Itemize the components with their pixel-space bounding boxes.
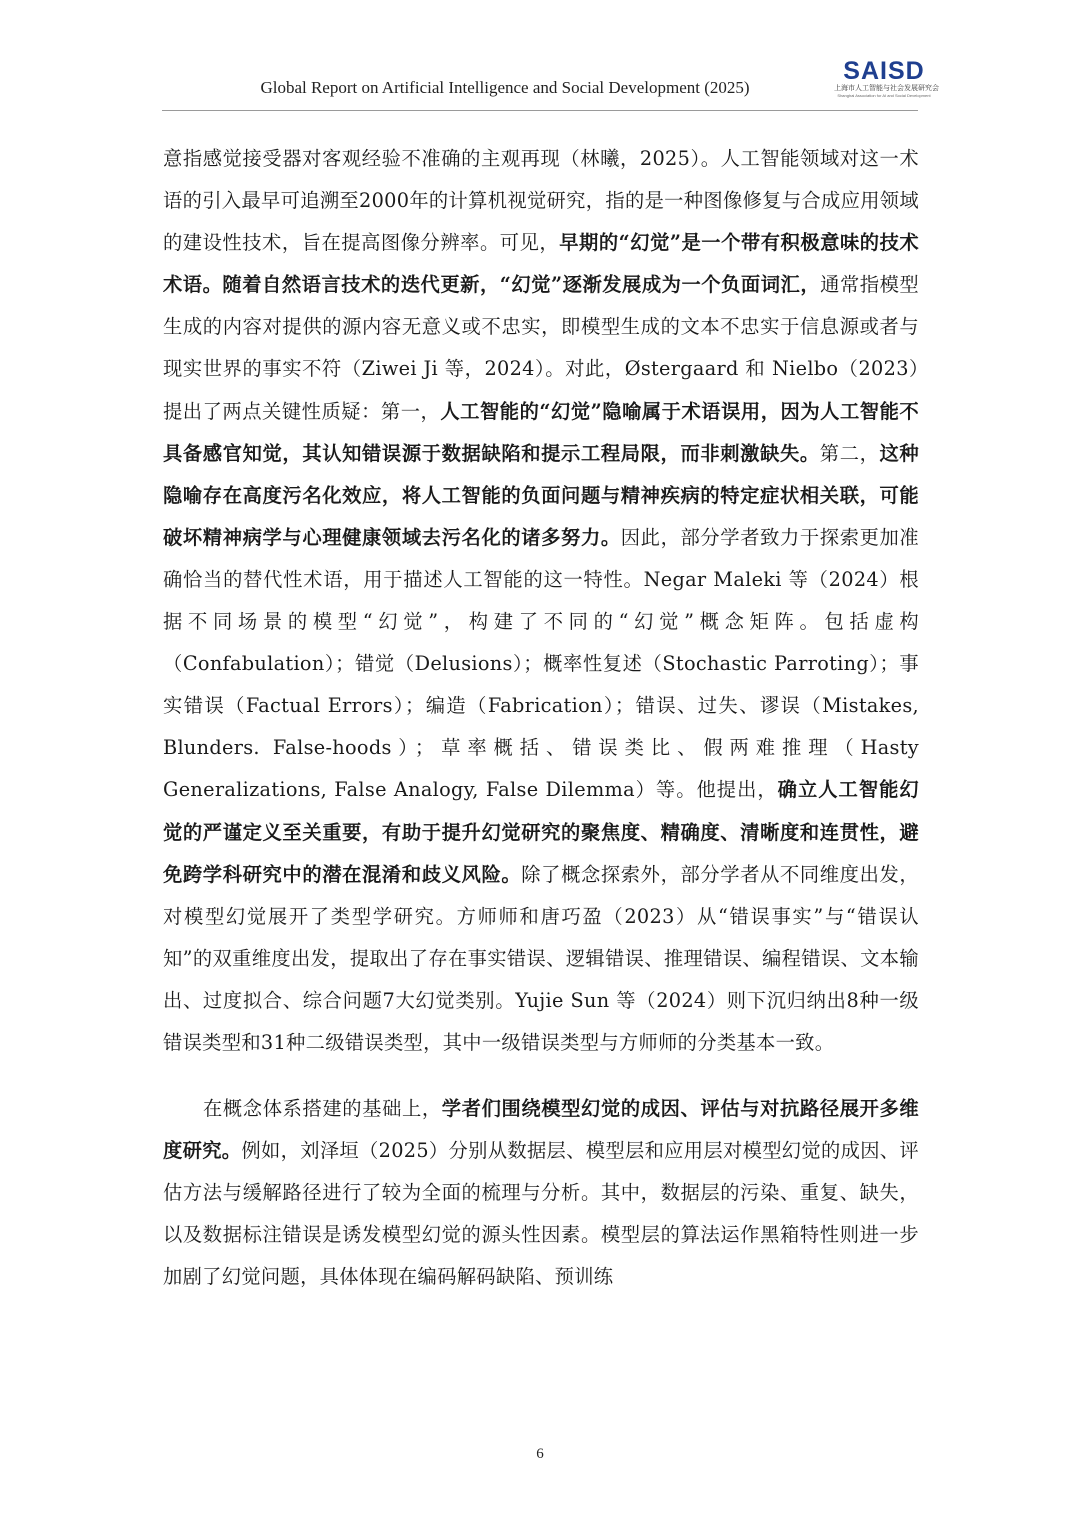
- body-text-run: 除了概念探索外，部分学者从不同维度出发，对模型幻觉展开了类型学研究。方师师和唐巧盈（2023）从“错误事实”与“错误认知”的双重维度出发，提取出了存在事实错误、逻辑错误、推理错误、编程错误、文本输出、过度拟合、综合问题7大幻觉类别。Yujie Sun 等（2024）则下沉归纳出8种一级错误类型和31种二级错误类型，其中一级错误类型与方师师的分类基本一致。: [163, 862, 920, 1054]
- logo-subtitle-cn: 上海市人工智能与社会发展研究会: [834, 84, 939, 92]
- logo-subtitle-en: Shanghai Association for AI and Social Development: [837, 93, 931, 98]
- emphasis-text: 学者们围绕模型幻觉的成因、评估与对抗路径展开多维度研究。: [163, 1097, 919, 1163]
- emphasis-text: 早期的“幻觉”是一个带有积极意味的技术术语。随着自然语言技术的迭代更新，“幻觉”逐渐发展成为一个负面词汇，: [163, 231, 919, 297]
- body-text-run: 例如，刘泽垣（2025）分别从数据层、模型层和应用层对模型幻觉的成因、评估方法与缓解路径进行了较为全面的梳理与分析。其中，数据层的污染、重复、缺失，以及数据标注错误是诱发模型幻觉的源头性因素。模型层的算法运作黑箱特性则进一步加剧了幻觉问题，具体体现在编码解码缺陷、预训练: [163, 1139, 919, 1289]
- body-text-run: 因此，部分学者致力于探索更加准确恰当的替代性术语，用于描述人工智能的这一特性。Negar Maleki 等（2024）根据不同场景的模型“幻觉”，构建了不同的“幻觉”概念矩阵。包括虚构（Confabulation）；错觉（Delusions）；概率性复述（Stochastic Parroting）；事实错误（Factual Errors）；编造（Fabrication）；错误、过失、谬误（Mistakes, Blunders. False-hoods）；草率概括、错误类比、假两难推理（Hasty Generalizations, False Analogy, False Dilemma）等。他提出，: [163, 525, 920, 802]
- paragraph-1: [163, 138, 919, 1064]
- emphasis-text: 人工智能的“幻觉”隐喻属于术语误用，因为人工智能不具备感官知觉，其认知错误源于数据缺陷和提示工程局限，而非刺激缺失。: [163, 399, 919, 465]
- body-text-run: 通常指模型生成的内容对提供的源内容无意义或不忠实，即模型生成的文本不忠实于信息源或者与现实世界的事实不符（Ziwei Ji 等，2024）。对此，Østergaard 和 Nielbo（2023）提出了两点关键性质疑：第一，: [163, 273, 919, 423]
- page-header: [162, 50, 939, 111]
- saisd-logo: [834, 57, 939, 99]
- body-text-run: 在概念体系搭建的基础上，: [203, 1097, 442, 1121]
- report-title: Global Report on Artificial Intelligence and Social Development (2025): [260, 78, 750, 97]
- paragraph-2: [163, 1088, 919, 1298]
- emphasis-text: 这种隐喻存在高度污名化效应，将人工智能的负面问题与精神疾病的特定症状相关联，可能破坏精神病学与心理健康领域去污名化的诸多努力。: [163, 441, 919, 549]
- body-text-run: 意指感觉接受器对客观经验不准确的主观再现（林曦，2025）。人工智能领域对这一术语的引入最早可追溯至2000年的计算机视觉研究，指的是一种图像修复与合成应用领域的建设性技术，旨在提高图像分辨率。可见，: [163, 147, 919, 255]
- body-text-run: 第二，: [819, 441, 880, 465]
- emphasis-text: 确立人工智能幻觉的严谨定义至关重要，有助于提升幻觉研究的聚焦度、精确度、清晰度和连贯性，避免跨学科研究中的潜在混淆和歧义风险。: [163, 778, 919, 886]
- page-number: 6: [536, 1446, 544, 1462]
- logo-mark: SAISD: [843, 57, 925, 85]
- body-text: [163, 138, 919, 1299]
